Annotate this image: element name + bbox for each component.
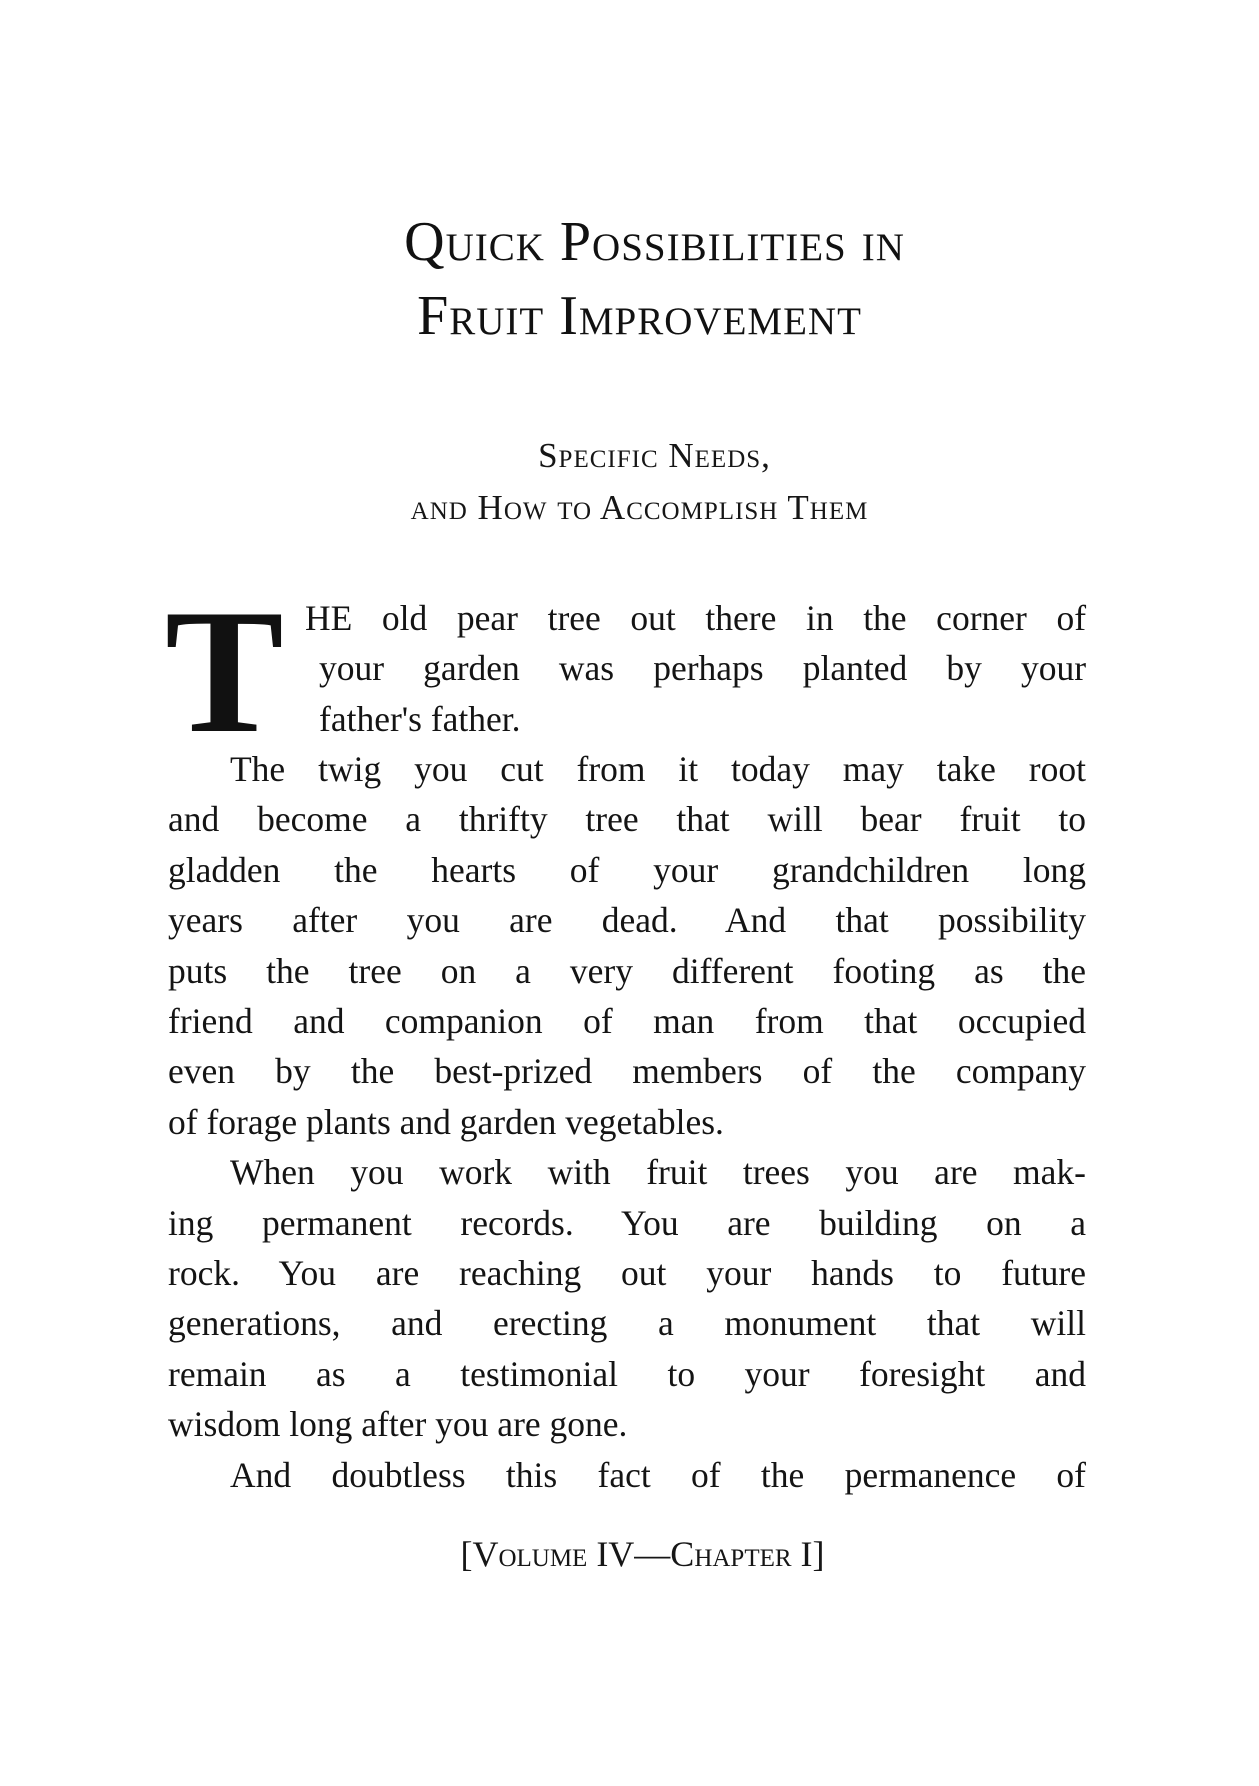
text-line: The twig you cut from it today may take root [230,749,1086,789]
text-line [305,643,1086,693]
text-line: years after you are dead. And that possibility [168,900,1086,941]
text-line: even by the best-prized members of the company [168,1051,1086,1092]
chapter-title [0,205,1259,353]
text-line-content: your garden was perhaps planted by your [319,648,1087,689]
chapter-title-line-1: Quick Possibilities in [404,211,905,273]
paragraph-3 [168,1147,1086,1449]
text-line: of forage plants and garden vegetables. [168,1101,724,1142]
chapter-subtitle-line-2: and How to Accomplish Them [410,488,869,527]
text-line: When you work with fruit trees you are mak- [230,1152,1086,1193]
chapter-subtitle [0,430,1259,534]
paragraph-2 [168,744,1086,1147]
chapter-subtitle-line-1: Specific Needs, [538,436,771,475]
text-line: remain as a testimonial to your foresight and [168,1353,1086,1394]
text-line: And doubtless this fact of the permanence of [230,1454,1086,1495]
text-line: gladden the hearts of your grandchildren long [168,849,1086,890]
text-line [305,694,1086,744]
text-line-content: HE old pear tree out there in the corner of [305,598,1087,638]
text-line: wisdom long after you are gone. [168,1404,628,1445]
text-line [305,593,1086,643]
text-line: puts the tree on a very different footing as the [168,950,1086,991]
page-footer [0,1532,1259,1576]
text-line: rock. You are reaching out your hands to future [168,1253,1086,1294]
chapter-reference: [Volume IV—Chapter I] [460,1534,825,1574]
body-text [165,572,1087,1500]
text-line: ing permanent records. You are building on a [168,1202,1086,1243]
drop-cap: T [165,572,284,770]
text-line: friend and companion of man from that occupied [168,1001,1086,1042]
text-line-content: father's father. [319,698,521,739]
paragraph-4 [168,1450,1086,1500]
text-line: and become a thrifty tree that will bear fruit to [168,799,1086,840]
chapter-title-line-2: Fruit Improvement [417,285,862,347]
text-line: generations, and erecting a monument that will [168,1303,1086,1344]
